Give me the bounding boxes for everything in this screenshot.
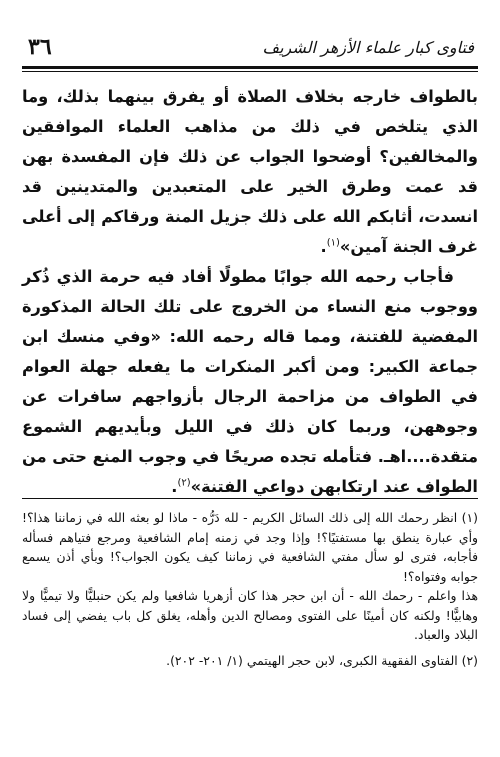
footnote-2: (٢) الفتاوى الفقهية الكبرى، لابن حجر الهيتمي (١/ ٢٠١- ٢٠٢). xyxy=(166,652,478,668)
header-rule-thick xyxy=(22,66,478,69)
paragraph-question-end: بالطواف خارجه بخلاف الصلاة أو يفرق بينهما بذلك، وما الذي يتلخص في ذلك من مذاهب العلماء الموافقين والمخالفين؟ أوضحوا الجواب عن ذلك فإن المفسدة بهن قد عمت وطرق الخير على المتعبدين والمتدينين قد انسدت، أثابكم الله على ذلك جزيل المنة ورقاكم إلى أعلى غرف الجنة آمين»$^{(١)}$. xyxy=(22,87,478,256)
paragraph-answer: فأجاب رحمه الله جوابًا مطولًا أفاد فيه حرمة الذي ذُكر ووجوب منع النساء من الخروج على تلك الحالة المذكورة المفضية للفتنة، ومما قاله رحمه الله: «وفي منسك ابن جماعة الكبير: ومن أكبر المنكرات ما يفعله جهلة العوام في الطواف من مزاحمة الرجال بأزواجهم سافرات عن وجوههن، وربما كان ذلك في الليل وبأيديهم الشموع متقدة....اهـ. فتأمله تجده صريحًا في وجوب المنع حتى من الطواف عند ارتكابهن دواعي الفتنة»$^{(٢)}$. xyxy=(22,267,478,496)
footnote-1-continued: هذا واعلم - رحمك الله - أن ابن حجر هذا كان أزهريا شافعيا ولم يكن حنبليًّا ولا تيميًّا ولا وهابيًّا! ولكنه كان أمينًا على الفتوى ومصالح الدين وأهله، يغلق كل باب يفضي إلى فساد البلاد والعباد. xyxy=(22,588,478,642)
footnote-1: (١) انظر رحمك الله إلى ذلك السائل الكريم - لله دَرُّه - ماذا لو بعثه الله في زماننا هذا؟! وأي عبارة ينطق بها مستفتيًا؟! وإذا وجد في زمنه إمام الشافعية ومرجع فتياهم فسأله فأجابه، فترى لو سأل مفتي الشافعية في زماننا كيف يكون الجواب؟! وبأي أذن يسمع جوابه وفتواه؟! xyxy=(22,510,478,584)
footnote-ref-2: (٢) xyxy=(177,477,191,489)
running-title: فتاوى كبار علماء الأزهر الشريف xyxy=(262,37,474,57)
footnotes xyxy=(22,508,478,728)
page-number: ٣٦ xyxy=(28,34,52,60)
footnote-ref-1: (١) xyxy=(326,237,340,249)
header-rule-thin xyxy=(22,71,478,72)
footnote-separator xyxy=(22,498,478,499)
main-text xyxy=(22,82,478,496)
page-header xyxy=(22,30,478,64)
